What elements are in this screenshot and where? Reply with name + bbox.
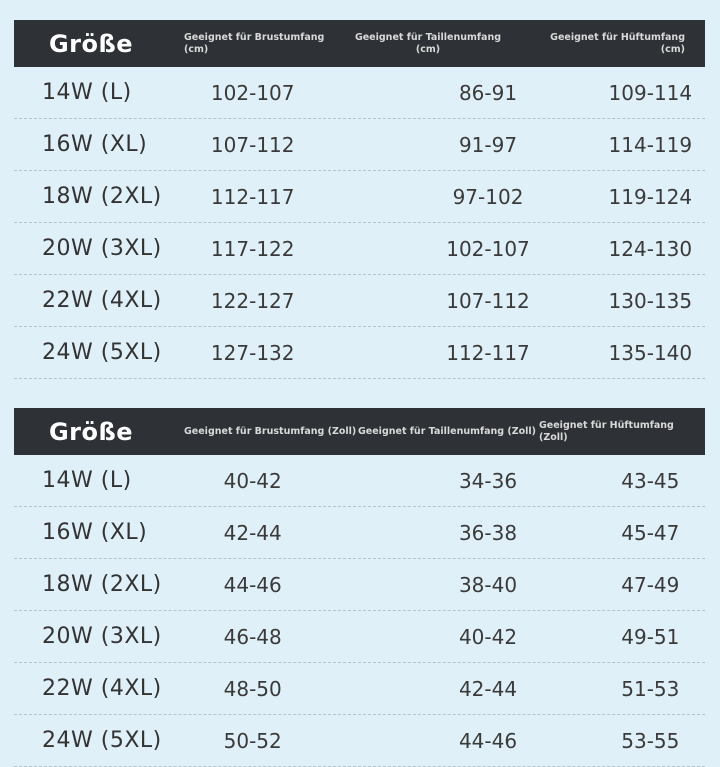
size-cell: 20W (3XL): [42, 624, 162, 649]
waist-cell: 97-102: [452, 184, 524, 209]
waist-cell: 38-40: [458, 572, 518, 597]
hip-cell: 49-51: [621, 624, 680, 649]
hip-header: Geeignet für Hüftumfang (Zoll): [539, 419, 674, 443]
size-cell: 24W (5XL): [42, 728, 162, 753]
hip-cell: 130-135: [608, 288, 693, 313]
chest-cell: 48-50: [223, 676, 282, 701]
waist-cell: 102-107: [446, 236, 530, 261]
size-cell: 18W (2XL): [42, 184, 162, 209]
chest-cell: 50-52: [223, 728, 282, 753]
waist-cell: 86-91: [458, 80, 518, 105]
chest-cell: 122-127: [210, 288, 295, 313]
table-body: [14, 455, 705, 767]
hip-cell: 114-119: [608, 132, 693, 157]
size-header: Größe: [48, 417, 134, 446]
hip-cell: 43-45: [621, 468, 680, 493]
table-row: [14, 327, 705, 379]
hip-header-line2: (cm): [660, 43, 685, 55]
table-row: [14, 455, 705, 507]
hip-cell: 45-47: [621, 520, 680, 545]
table-header: [14, 408, 705, 455]
hip-cell: 119-124: [608, 184, 693, 209]
waist-header: [343, 32, 513, 56]
size-cell: 16W (XL): [42, 132, 148, 157]
size-cell: 14W (L): [42, 80, 132, 105]
waist-header: Geeignet für Taillenumfang (Zoll): [358, 425, 537, 437]
table-row: [14, 275, 705, 327]
size-cell: 18W (2XL): [42, 572, 162, 597]
chest-cell: 42-44: [223, 520, 282, 545]
size-header: Größe: [48, 29, 134, 58]
table-row: [14, 715, 705, 767]
table-row: [14, 171, 705, 223]
table-row: [14, 67, 705, 119]
waist-cell: 40-42: [458, 624, 518, 649]
hip-header: [513, 32, 691, 56]
hip-cell: 109-114: [608, 80, 693, 105]
waist-header-line1: Geeignet für Taillenumfang: [354, 31, 502, 43]
waist-cell: 107-112: [446, 288, 530, 313]
waist-header-line2: (cm): [415, 43, 441, 55]
size-cell: 22W (4XL): [42, 676, 162, 701]
chest-header: Geeignet für Brustumfang (Zoll): [184, 425, 357, 437]
waist-cell: 112-117: [446, 340, 530, 365]
chest-cell: 107-112: [210, 132, 295, 157]
chest-cell: 127-132: [210, 340, 295, 365]
table-row: [14, 663, 705, 715]
size-table-zoll: [14, 408, 705, 767]
table-row: [14, 611, 705, 663]
size-cell: 14W (L): [42, 468, 132, 493]
chest-cell: 46-48: [223, 624, 282, 649]
table-header: [14, 20, 705, 67]
size-cell: 24W (5XL): [42, 340, 162, 365]
waist-cell: 34-36: [458, 468, 518, 493]
chest-cell: 40-42: [223, 468, 282, 493]
chest-cell: 44-46: [223, 572, 282, 597]
hip-cell: 51-53: [621, 676, 680, 701]
hip-cell: 124-130: [608, 236, 693, 261]
table-row: [14, 559, 705, 611]
size-cell: 22W (4XL): [42, 288, 162, 313]
waist-cell: 44-46: [458, 728, 518, 753]
chest-cell: 102-107: [210, 80, 295, 105]
table-row: [14, 507, 705, 559]
chest-header: Geeignet für Brustumfang (cm): [184, 31, 325, 55]
table-row: [14, 119, 705, 171]
table-body: [14, 67, 705, 379]
waist-cell: 36-38: [458, 520, 518, 545]
hip-cell: 135-140: [608, 340, 693, 365]
hip-cell: 47-49: [621, 572, 680, 597]
size-table-cm: [14, 20, 705, 379]
size-cell: 16W (XL): [42, 520, 148, 545]
hip-cell: 53-55: [621, 728, 680, 753]
chest-cell: 112-117: [210, 184, 295, 209]
chest-cell: 117-122: [210, 236, 295, 261]
size-cell: 20W (3XL): [42, 236, 162, 261]
waist-cell: 91-97: [458, 132, 518, 157]
hip-header-line1: Geeignet für Hüftumfang: [550, 31, 685, 43]
waist-cell: 42-44: [458, 676, 518, 701]
table-row: [14, 223, 705, 275]
